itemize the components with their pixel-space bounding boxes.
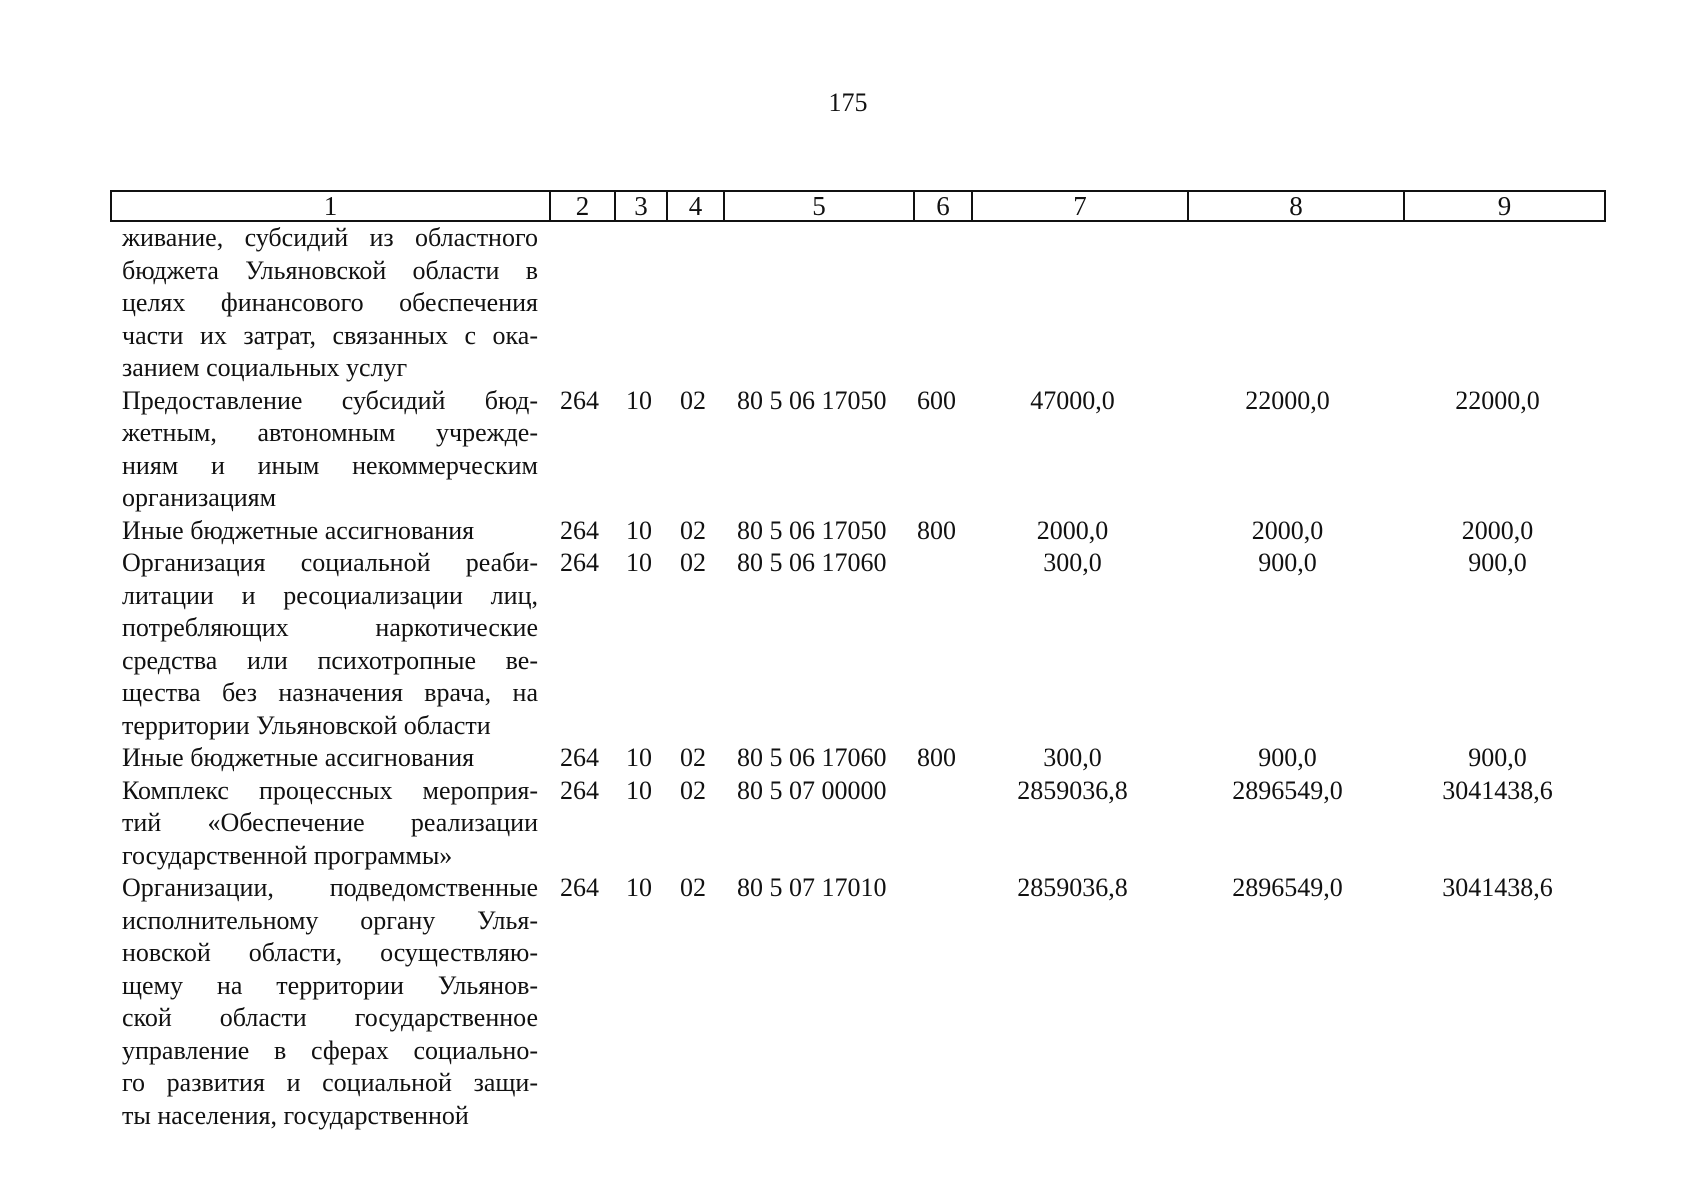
table-row — [0, 775, 1696, 873]
cell-col-2: 264 — [560, 743, 599, 772]
description-line: тий «Обеспечение реализации — [122, 808, 538, 837]
cell-col-5: 80 5 06 17060 — [737, 743, 887, 772]
cell-col-6: 600 — [917, 385, 956, 415]
row-description — [122, 872, 538, 1132]
cell-col-6: 800 — [917, 743, 956, 772]
description-line: ниям и иным некоммерческим — [122, 450, 538, 480]
cell-col-3: 10 — [626, 385, 652, 415]
description-line: жетным, автономным учрежде- — [122, 418, 538, 447]
description-line: части их затрат, связанных с ока- — [122, 320, 538, 350]
page-number: 175 — [828, 88, 868, 117]
cell-col-3: 10 — [626, 515, 652, 545]
cell-col-2: 264 — [560, 515, 599, 545]
cell-col-4: 02 — [680, 515, 706, 545]
column-header: 3 — [615, 191, 667, 221]
cell-col-7: 300,0 — [1043, 743, 1102, 772]
cell-col-5: 80 5 07 00000 — [737, 775, 887, 805]
table-row — [0, 515, 1696, 548]
description-line: литации и ресоциализации лиц, — [122, 580, 538, 610]
cell-col-5: 80 5 06 17050 — [737, 515, 887, 545]
row-description — [122, 385, 538, 515]
description-line: исполнительному органу Улья- — [122, 905, 538, 935]
cell-col-3: 10 — [626, 775, 652, 805]
description-line: новской области, осуществляю- — [122, 938, 538, 967]
cell-col-9: 22000,0 — [1455, 385, 1540, 415]
description-line: бюджета Ульяновской области в — [122, 255, 538, 285]
column-header: 9 — [1404, 191, 1605, 221]
description-line: занием социальных услуг — [122, 353, 408, 382]
description-line: Предоставление субсидий бюд- — [122, 385, 538, 415]
column-header: 2 — [550, 191, 615, 221]
description-line: Организации, подведомственные — [122, 873, 538, 902]
cell-col-3: 10 — [626, 873, 652, 902]
cell-col-8: 22000,0 — [1245, 385, 1330, 415]
cell-col-4: 02 — [680, 873, 706, 902]
description-line: управление в сферах социально- — [122, 1035, 538, 1065]
table-row — [0, 872, 1696, 1132]
cell-col-8: 2896549,0 — [1232, 873, 1343, 902]
cell-col-8: 2000,0 — [1251, 515, 1324, 545]
cell-col-8: 900,0 — [1258, 548, 1317, 577]
cell-col-4: 02 — [680, 548, 706, 577]
cell-col-8: 900,0 — [1258, 743, 1317, 772]
cell-col-9: 2000,0 — [1461, 515, 1534, 545]
description-line: целях финансового обеспечения — [122, 288, 538, 317]
cell-col-9: 3041438,6 — [1442, 873, 1553, 902]
description-line: Организация социальной реаби- — [122, 548, 538, 577]
cell-col-8: 2896549,0 — [1232, 775, 1343, 805]
cell-col-6: 800 — [917, 515, 956, 545]
description-line: живание, субсидий из областного — [122, 223, 538, 252]
description-line: Комплекс процессных мероприя- — [122, 775, 538, 805]
cell-col-7: 2859036,8 — [1017, 775, 1128, 805]
cell-col-7: 47000,0 — [1030, 385, 1115, 415]
cell-col-7: 2859036,8 — [1017, 873, 1128, 902]
table-row — [0, 385, 1696, 515]
cell-col-5: 80 5 07 17010 — [737, 873, 887, 902]
description-line: территории Ульяновской области — [122, 710, 491, 740]
description-line: Иные бюджетные ассигнования — [122, 743, 475, 772]
cell-col-2: 264 — [560, 385, 599, 415]
column-header: 8 — [1188, 191, 1404, 221]
column-header: 1 — [111, 191, 550, 221]
cell-col-4: 02 — [680, 775, 706, 805]
cell-col-9: 3041438,6 — [1442, 775, 1553, 805]
description-line: потребляющих наркотические — [122, 613, 538, 642]
cell-col-9: 900,0 — [1468, 548, 1527, 577]
cell-col-2: 264 — [560, 548, 599, 577]
description-line: ской области государственное — [122, 1003, 538, 1032]
table-row — [0, 742, 1696, 775]
cell-col-5: 80 5 06 17050 — [737, 385, 887, 415]
description-line: щества без назначения врача, на — [122, 678, 538, 707]
description-line: организациям — [122, 483, 277, 512]
cell-col-9: 900,0 — [1468, 743, 1527, 772]
table-row — [0, 222, 1696, 385]
column-header: 5 — [724, 191, 914, 221]
cell-col-2: 264 — [560, 873, 599, 902]
cell-col-7: 2000,0 — [1036, 515, 1109, 545]
cell-col-3: 10 — [626, 743, 652, 772]
description-line: Иные бюджетные ассигнования — [122, 515, 475, 545]
table-row — [0, 547, 1696, 742]
cell-col-7: 300,0 — [1043, 548, 1102, 577]
cell-col-4: 02 — [680, 385, 706, 415]
description-line: ты населения, государственной — [122, 1100, 469, 1130]
cell-col-4: 02 — [680, 743, 706, 772]
row-description — [122, 515, 538, 548]
row-description — [122, 742, 538, 775]
column-header: 6 — [914, 191, 972, 221]
column-header-row — [111, 191, 1605, 221]
description-line: государственной программы» — [122, 840, 453, 870]
row-description — [122, 547, 538, 742]
cell-col-5: 80 5 06 17060 — [737, 548, 887, 577]
column-header: 4 — [667, 191, 724, 221]
column-header-table — [110, 190, 1606, 222]
row-description — [122, 222, 538, 385]
column-header: 7 — [972, 191, 1188, 221]
description-line: средства или психотропные ве- — [122, 645, 538, 675]
cell-col-2: 264 — [560, 775, 599, 805]
description-line: щему на территории Ульянов- — [122, 970, 538, 1000]
cell-col-3: 10 — [626, 548, 652, 577]
description-line: го развития и социальной защи- — [122, 1068, 538, 1097]
row-description — [122, 775, 538, 873]
